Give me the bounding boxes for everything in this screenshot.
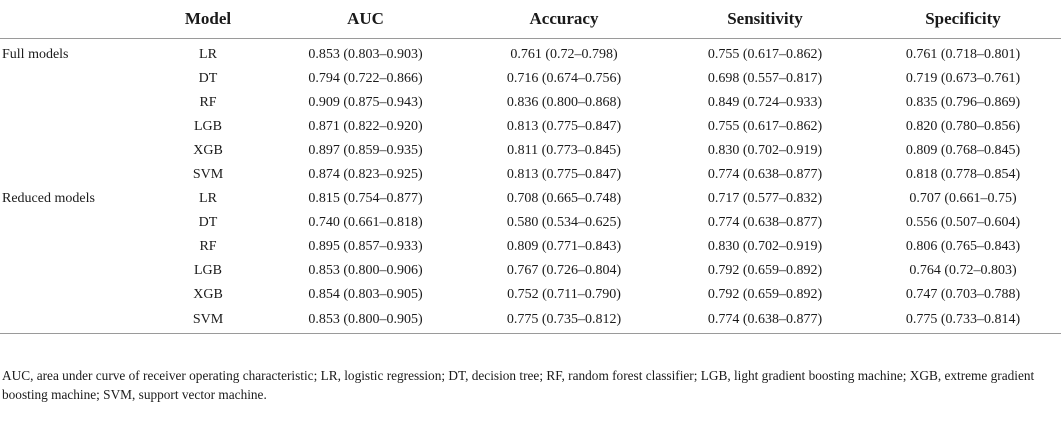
cell-accuracy: 0.836 (0.800–0.868) <box>506 95 622 110</box>
table-row <box>0 235 1061 259</box>
cell-accuracy: 0.811 (0.773–0.845) <box>507 143 621 158</box>
cell-accuracy: 0.716 (0.674–0.756) <box>506 71 622 86</box>
cell-auc: 0.853 (0.803–0.903) <box>308 47 423 62</box>
table-row <box>0 259 1061 283</box>
cell-model: DT <box>198 215 218 230</box>
table-row <box>0 67 1061 91</box>
cell-auc: 0.909 (0.875–0.943) <box>308 95 423 110</box>
cell-accuracy: 0.813 (0.775–0.847) <box>506 167 622 182</box>
cell-model: XGB <box>193 143 223 158</box>
header-row <box>0 0 1061 39</box>
cell-group <box>0 235 148 259</box>
cell-group <box>0 283 148 307</box>
cell-sensitivity: 0.830 (0.702–0.919) <box>707 239 823 254</box>
cell-auc: 0.871 (0.822–0.920) <box>308 119 423 134</box>
cell-group <box>0 67 148 91</box>
header-sensitivity: Sensitivity <box>665 0 865 39</box>
cell-group <box>0 307 148 334</box>
cell-group <box>0 115 148 139</box>
cell-auc: 0.853 (0.800–0.906) <box>308 263 423 278</box>
cell-specificity: 0.806 (0.765–0.843) <box>905 239 1021 254</box>
cell-specificity: 0.775 (0.733–0.814) <box>865 307 1061 334</box>
table-row <box>0 39 1061 68</box>
table-row <box>0 211 1061 235</box>
cell-specificity: 0.818 (0.778–0.854) <box>905 167 1021 182</box>
cell-group <box>0 211 148 235</box>
header-model: Model <box>148 0 268 39</box>
cell-group: Reduced models <box>2 191 95 206</box>
cell-sensitivity: 0.755 (0.617–0.862) <box>707 47 823 62</box>
header-accuracy: Accuracy <box>463 0 665 39</box>
table-header <box>0 0 1061 39</box>
cell-sensitivity: 0.774 (0.638–0.877) <box>665 307 865 334</box>
cell-sensitivity: 0.774 (0.638–0.877) <box>707 215 823 230</box>
cell-accuracy: 0.775 (0.735–0.812) <box>463 307 665 334</box>
cell-auc: 0.740 (0.661–0.818) <box>308 215 423 230</box>
table-row <box>0 187 1061 211</box>
table-row <box>0 283 1061 307</box>
cell-model: LGB <box>194 119 222 134</box>
cell-sensitivity: 0.717 (0.577–0.832) <box>707 191 823 206</box>
cell-accuracy: 0.809 (0.771–0.843) <box>506 239 622 254</box>
cell-auc: 0.897 (0.859–0.935) <box>308 143 423 158</box>
cell-sensitivity: 0.774 (0.638–0.877) <box>707 167 823 182</box>
cell-sensitivity: 0.830 (0.702–0.919) <box>707 143 823 158</box>
cell-sensitivity: 0.698 (0.557–0.817) <box>707 71 823 86</box>
cell-accuracy: 0.761 (0.72–0.798) <box>510 47 618 62</box>
table-row <box>0 91 1061 115</box>
header-auc: AUC <box>268 0 463 39</box>
cell-model: LGB <box>194 263 222 278</box>
cell-accuracy: 0.580 (0.534–0.625) <box>506 215 622 230</box>
table-row <box>0 115 1061 139</box>
cell-specificity: 0.761 (0.718–0.801) <box>905 47 1021 62</box>
cell-auc: 0.874 (0.823–0.925) <box>308 167 423 182</box>
cell-model: LR <box>199 47 217 62</box>
cell-auc: 0.794 (0.722–0.866) <box>308 71 423 86</box>
cell-sensitivity: 0.792 (0.659–0.892) <box>707 263 823 278</box>
table-row <box>0 307 1061 334</box>
cell-specificity: 0.707 (0.661–0.75) <box>909 191 1017 206</box>
cell-specificity: 0.719 (0.673–0.761) <box>905 71 1021 86</box>
cell-specificity: 0.556 (0.507–0.604) <box>905 215 1021 230</box>
cell-accuracy: 0.767 (0.726–0.804) <box>506 263 622 278</box>
table-row <box>0 163 1061 187</box>
cell-model: LR <box>199 191 217 206</box>
cell-sensitivity: 0.792 (0.659–0.892) <box>707 287 823 302</box>
cell-sensitivity: 0.755 (0.617–0.862) <box>707 119 823 134</box>
cell-model: SVM <box>148 307 268 334</box>
cell-specificity: 0.764 (0.72–0.803) <box>909 263 1017 278</box>
cell-specificity: 0.820 (0.780–0.856) <box>905 119 1021 134</box>
table-row <box>0 139 1061 163</box>
cell-group: Full models <box>2 47 69 62</box>
cell-model: XGB <box>193 287 223 302</box>
table-body <box>0 39 1061 334</box>
cell-model: SVM <box>192 167 224 182</box>
cell-model: DT <box>198 71 218 86</box>
cell-model: RF <box>199 95 217 110</box>
cell-sensitivity: 0.849 (0.724–0.933) <box>707 95 823 110</box>
cell-group <box>0 91 148 115</box>
cell-specificity: 0.835 (0.796–0.869) <box>905 95 1021 110</box>
cell-specificity: 0.747 (0.703–0.788) <box>905 287 1021 302</box>
cell-auc: 0.854 (0.803–0.905) <box>308 287 423 302</box>
cell-auc: 0.895 (0.857–0.933) <box>308 239 423 254</box>
table-footnote: AUC, area under curve of receiver operating characteristic; LR, logistic regression; DT, decision tree; RF, random forest classifier; LGB, light gradient boosting machine; XGB, extreme gradient boosting machine; SVM, support vector machine. <box>2 368 1035 402</box>
header-group <box>0 0 148 39</box>
cell-group <box>0 139 148 163</box>
header-specificity: Specificity <box>865 0 1061 39</box>
cell-group <box>0 259 148 283</box>
cell-auc: 0.853 (0.800–0.905) <box>268 307 463 334</box>
cell-accuracy: 0.708 (0.665–0.748) <box>506 191 622 206</box>
cell-group <box>0 163 148 187</box>
cell-specificity: 0.809 (0.768–0.845) <box>905 143 1021 158</box>
cell-accuracy: 0.813 (0.775–0.847) <box>506 119 622 134</box>
cell-model: RF <box>199 239 217 254</box>
cell-auc: 0.815 (0.754–0.877) <box>308 191 423 206</box>
cell-accuracy: 0.752 (0.711–0.790) <box>507 287 621 302</box>
